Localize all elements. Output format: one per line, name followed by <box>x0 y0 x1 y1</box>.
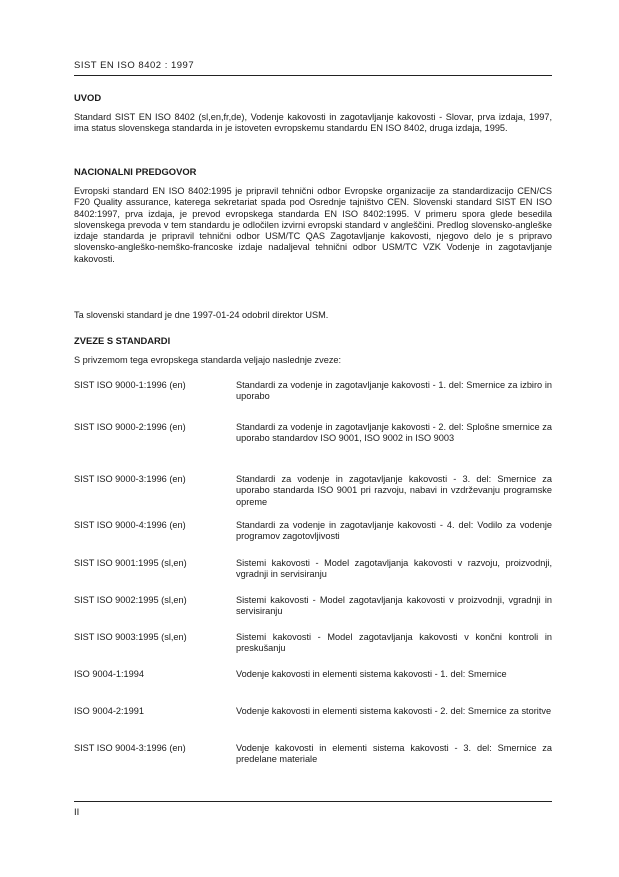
page-number: II <box>74 807 80 818</box>
predgovor-paragraph: Evropski standard EN ISO 8402:1995 je pripravil tehnični odbor Evropske organizacije za standardizacijo CEN/CS F20 Quality assurance, katerega sekretariat spada pod Osrednje tajništvo CEN. Slovenski standard SIST EN ISO 8402:1997, prva izdaja, je prevod evropskega standarda EN ISO 8402:1995. V primeru spora glede besedila slovenskega prevoda v tem standardu je odločilen izvirni evropski standard v angleščini. Predlog slovensko-angleške izdaje standarda je pripravil tehnični odbor USM/TC QAS Zagotavljanje kakovosti, njegovo delo je s pripravo slovensko-angleško-nemško-francoske izdaje nadaljeval tehnični odbor USM/TC VZK Vodenje in zagotavljanje kakovosti. <box>74 186 552 264</box>
reference-code: SIST ISO 9000-1:1996 (en) <box>74 380 186 390</box>
zveze-intro: S privzemom tega evropskega standarda veljajo naslednje zveze: <box>74 355 342 365</box>
zveze-heading: ZVEZE S STANDARDI <box>74 335 171 346</box>
reference-code: SIST ISO 9004-3:1996 (en) <box>74 743 186 753</box>
reference-title: Standardi za vodenje in zagotavljanje kakovosti - 1. del: Smernice za izbiro in uporabo <box>236 380 552 402</box>
footer-rule <box>74 801 552 802</box>
uvod-heading: UVOD <box>74 92 102 103</box>
reference-code: SIST ISO 9001:1995 (sl,en) <box>74 558 187 568</box>
header-rule <box>74 75 552 76</box>
document-header: SIST EN ISO 8402 : 1997 <box>74 60 195 71</box>
reference-title: Sistemi kakovosti - Model zagotavljanja kakovosti v proizvodnji, vgradnji in servisiranju <box>236 595 552 617</box>
reference-title: Standardi za vodenje in zagotavljanje kakovosti - 4. del: Vodilo za vodenje programov zagotovljivosti <box>236 520 552 542</box>
uvod-paragraph: Standard SIST EN ISO 8402 (sl,en,fr,de), Vodenje kakovosti in zagotavljanje kakovosti - Slovar, prva izdaja, 1997, ima status slovenskega standarda in je istoveten evropskemu standardu EN ISO 8402, druga izdaja, 1995. <box>74 112 552 134</box>
reference-title: Vodenje kakovosti in elementi sistema kakovosti - 3. del: Smernice za predelane materiale <box>236 743 552 765</box>
reference-title: Vodenje kakovosti in elementi sistema kakovosti - 1. del: Smernice <box>236 669 507 679</box>
reference-code: SIST ISO 9000-4:1996 (en) <box>74 520 186 530</box>
reference-title: Standardi za vodenje in zagotavljanje kakovosti - 3. del: Smernice za uporabo standarda ISO 9001 pri razvoju, nabavi in vzdrževanju programske opreme <box>236 474 552 507</box>
reference-code: ISO 9004-2:1991 <box>74 706 144 716</box>
reference-title: Sistemi kakovosti - Model zagotavljanja kakovosti v razvoju, proizvodnji, vgradnji in servisiranju <box>236 558 552 580</box>
reference-title: Standardi za vodenje in zagotavljanje kakovosti - 2. del: Splošne smernice za uporabo standardov ISO 9001, ISO 9002 in ISO 9003 <box>236 422 552 444</box>
reference-code: SIST ISO 9003:1995 (sl,en) <box>74 632 187 642</box>
predgovor-heading: NACIONALNI PREDGOVOR <box>74 166 197 177</box>
reference-code: SIST ISO 9000-2:1996 (en) <box>74 422 186 432</box>
reference-title: Sistemi kakovosti - Model zagotavljanja kakovosti v končni kontroli in preskušanju <box>236 632 552 654</box>
reference-title: Vodenje kakovosti in elementi sistema kakovosti - 2. del: Smernice za storitve <box>236 706 552 716</box>
reference-code: ISO 9004-1:1994 <box>74 669 144 679</box>
reference-code: SIST ISO 9002:1995 (sl,en) <box>74 595 187 605</box>
reference-code: SIST ISO 9000-3:1996 (en) <box>74 474 186 484</box>
approval-paragraph: Ta slovenski standard je dne 1997-01-24 odobril direktor USM. <box>74 310 329 320</box>
